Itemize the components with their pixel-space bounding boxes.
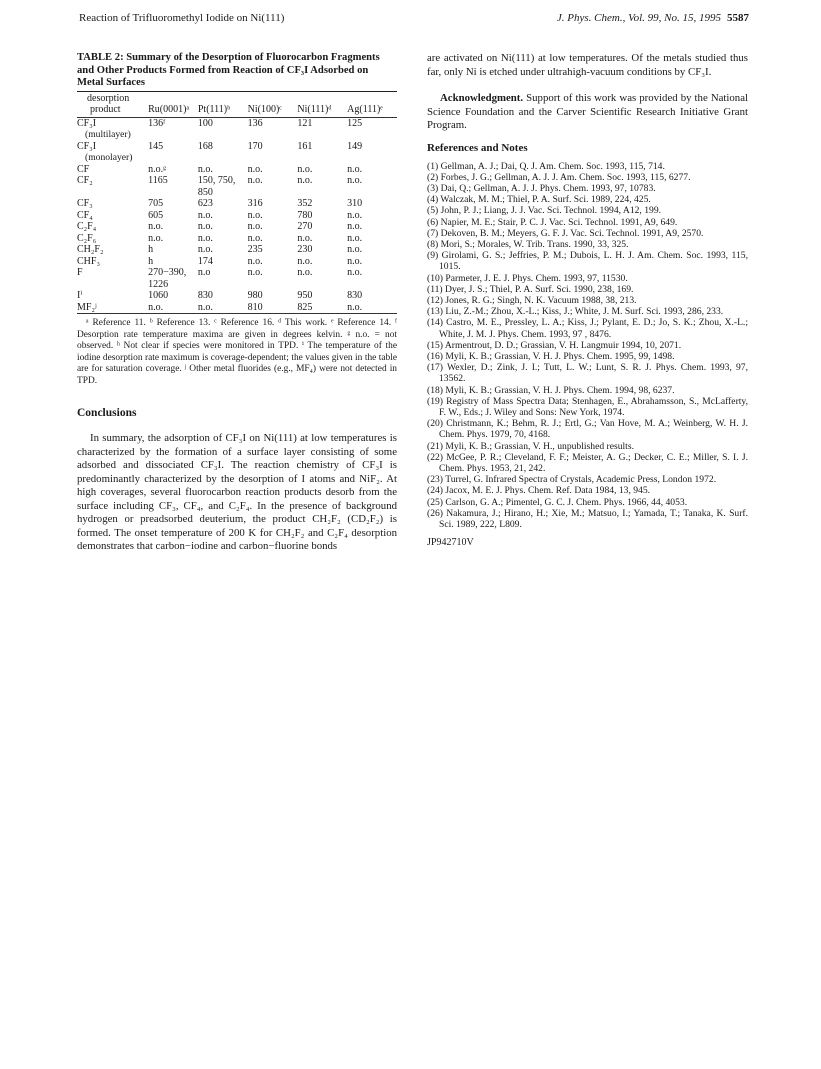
page-number: 5587 — [727, 12, 749, 24]
value-cell: n.o. — [197, 232, 213, 244]
table-row — [77, 164, 397, 176]
reference-item: (20) Christmann, K.; Behm, R. J.; Ertl, G.; Van Hove, M. A.; Weinberg, W. H. J. Chem. Phys. 1979, 70, 4168. — [427, 418, 748, 441]
table-title: TABLE 2: Summary of the Desorption of Fluorocarbon Fragments and Other Products Formed from Reaction of CF₃I Adsorbed on Metal Surfaces — [77, 52, 380, 88]
product-name: CF₃ — [77, 198, 93, 209]
value-cell: n.o. — [148, 221, 164, 232]
table-row — [77, 141, 397, 164]
table-row — [77, 198, 397, 210]
product-cell — [77, 244, 148, 256]
value-cell: n.o. — [247, 232, 263, 244]
col-header-product-bottom: product — [90, 104, 121, 115]
conclusions-continuation: are activated on Ni(111) at low temperatures. Of the metals studied thus far, only Ni is etched under ultrahigh-vacuum conditions by CF₃I. — [427, 52, 748, 78]
product-cell — [77, 256, 148, 268]
value-cell: n.o. — [247, 267, 263, 278]
product-name: C₂F₆ — [77, 232, 97, 244]
reference-item: (16) Myli, K. B.; Grassian, V. H. J. Phys. Chem. 1995, 99, 1498. — [427, 350, 675, 362]
product-cell — [77, 118, 148, 141]
value-cell: 310 — [347, 198, 363, 209]
value-cell: 149 — [347, 140, 363, 152]
value-cell: n.o. — [347, 255, 363, 267]
value-cell: 810 — [247, 301, 263, 313]
value-cell: 235 — [247, 244, 263, 255]
value-cell: 136ᶠ — [148, 117, 166, 129]
table-row — [77, 290, 397, 302]
product-note: (monolayer) — [85, 152, 133, 163]
running-header-title: Reaction of Trifluoromethyl Iodide on Ni(111) — [79, 12, 285, 24]
reference-item: (5) John, P. J.; Liang, J. J. Vac. Sci. Technol. 1994, A12, 199. — [427, 205, 662, 217]
value-cell: 145 — [148, 140, 164, 152]
reference-item: (1) Gellman, A. J.; Dai, Q. J. Am. Chem. Soc. 1993, 115, 714. — [427, 160, 665, 172]
value-cell: n.o.ᵍ — [148, 163, 167, 175]
value-cell: 950 — [297, 290, 313, 301]
table-header-row — [77, 92, 397, 117]
value-cell: n.o. — [247, 255, 263, 267]
value-cell: 780 — [297, 209, 313, 221]
value-cell: 174 — [197, 255, 213, 267]
value-cell: n.o. — [148, 301, 164, 313]
value-cell: n.o. — [347, 232, 363, 244]
reference-item: (15) Armentrout, D. D.; Grassian, V. H. Langmuir 1994, 10, 2071. — [427, 339, 682, 351]
product-name: CH₂F₂ — [77, 244, 104, 255]
reference-item: (3) Dai, Q.; Gellman, A. J. J. Phys. Chem. 1993, 97, 10783. — [427, 182, 656, 194]
reference-item: (9) Girolami, G. S.; Jeffries, P. M.; Dubois, L. H. J. Am. Chem. Soc. 1993, 115, 1015. — [427, 250, 748, 273]
value-cell: n.o. — [347, 301, 363, 313]
product-cell — [77, 210, 148, 222]
value-cell: 168 — [197, 140, 213, 152]
reference-item: (11) Dyer, J. S.; Thiel, P. A. Surf. Sci. 1990, 238, 169. — [427, 283, 634, 295]
table-row — [77, 221, 397, 233]
col-header-ni111: Ni(111)ᵈ — [297, 104, 332, 115]
value-cell: 125 — [347, 117, 363, 129]
value-cell: 136 — [247, 117, 263, 129]
acknowledgment-heading: Acknowledgment. — [440, 92, 524, 104]
reference-item: (14) Castro, M. E., Pressley, L. A.; Kiss, J.; Pylant, E. D.; Jo, S. K.; Zhou, X.-L.; White, J. M. J. Phys. Chem. 1993, 97 , 8476. — [427, 317, 748, 340]
acknowledgment-text: Support of this work was provided by the National Science Foundation and the Carver Scientific Research Initiative Grant Program. — [427, 92, 748, 131]
reference-item: (8) Mori, S.; Morales, W. Trib. Trans. 1990, 33, 325. — [427, 238, 629, 250]
value-cell: 605 — [148, 209, 164, 221]
reference-item: (6) Napier, M. E.; Stair, P. C. J. Vac. Sci. Technol. 1991, A9, 649. — [427, 216, 678, 228]
product-cell — [77, 302, 148, 314]
col-header-product — [77, 92, 148, 117]
value-cell: 1060 — [148, 290, 169, 301]
value-cell: n.o. — [297, 255, 313, 267]
value-cell: n.o. — [347, 244, 363, 255]
value-cell: h — [148, 255, 154, 267]
reference-item: (25) Carlson, G. A.; Pimentel, G. C. J. Chem. Phys. 1966, 44, 4053. — [427, 496, 688, 508]
acknowledgment — [427, 92, 748, 133]
value-cell: n.o. — [197, 163, 213, 175]
reference-item: (22) McGee, P. R.; Cleveland, F. F.; Meister, A. G.; Decker, C. E.; Miller, S. I. J. Chem. Phys. 1953, 21, 242. — [427, 451, 748, 474]
product-name: CF₄ — [77, 209, 93, 221]
table-row — [77, 175, 397, 198]
product-cell — [77, 290, 148, 302]
reference-item: (21) Myli, K. B.; Grassian, V. H., unpublished results. — [427, 440, 634, 452]
journal-citation: J. Phys. Chem., Vol. 99, No. 15, 1995 — [556, 12, 721, 24]
conclusions-heading: Conclusions — [77, 407, 137, 419]
value-cell: n.o — [197, 267, 211, 278]
value-cell: n.o. — [347, 209, 363, 221]
product-name: MF₂ʲ — [77, 301, 97, 313]
manuscript-code: JP942710V — [427, 537, 474, 549]
value-cell: n.o. — [347, 175, 363, 186]
value-cell: 150, 750, 850 — [197, 175, 236, 198]
product-note: (multilayer) — [85, 129, 131, 140]
value-cell: n.o. — [297, 267, 313, 278]
product-cell — [77, 175, 148, 198]
value-cell: 1165 — [148, 175, 168, 186]
value-cell: n.o. — [197, 301, 213, 313]
reference-item: (23) Turrel, G. Infrared Spectra of Crystals, Academic Press, London 1972. — [427, 474, 717, 486]
value-cell: 830 — [197, 290, 213, 301]
table-row — [77, 233, 397, 245]
left-column — [77, 52, 397, 554]
value-cell: 705 — [148, 198, 164, 209]
value-cell: 230 — [297, 244, 313, 255]
reference-item: (24) Jacox, M. E. J. Phys. Chem. Ref. Data 1984, 13, 945. — [427, 485, 651, 497]
table-bottom-rule — [77, 313, 397, 314]
value-cell: n.o. — [197, 244, 213, 255]
references-heading: References and Notes — [427, 141, 528, 154]
value-cell: h — [148, 244, 154, 255]
reference-item: (17) Wexler, D.; Zink, J. I.; Tutt, L. W.; Lunt, S. R. J. Phys. Chem. 1993, 97, 13562. — [427, 362, 748, 385]
col-header-product-top: desorption — [87, 92, 130, 104]
product-cell — [77, 164, 148, 176]
product-name: CF₂ — [77, 175, 93, 186]
product-cell — [77, 267, 148, 290]
value-cell: 352 — [297, 198, 313, 209]
value-cell: 161 — [297, 140, 313, 152]
references-list — [427, 161, 748, 531]
running-header-journal — [557, 12, 749, 24]
conclusions-paragraph: In summary, the adsorption of CF₃I on Ni(111) at low temperatures is characterized by the formation of a surface layer consisting of some adsorbed and dissociated CF₃I. The reaction chemistry of CF₃I is predominantly characterized by the desorption of I atoms and NiF₂. At high coverages, several fluorocarbon reaction products desorb from the surface including CF₃, CF₄, and C₂F₄. In the presence of background hydrogen or preadsorbed deuterium, the product CH₂F₂ (CD₂F₂) is formed. The onset temperature of 200 K for CH₂F₂ and C₂F₄ desorption demonstrates that carbon−iodine and carbon−fluorine bonds — [77, 432, 397, 552]
product-name: CF₃I — [77, 117, 97, 129]
product-name: CF — [77, 163, 90, 175]
value-cell: n.o. — [247, 163, 263, 175]
product-cell — [77, 233, 148, 245]
value-cell: n.o. — [247, 209, 263, 221]
value-cell: n.o. — [197, 221, 213, 232]
product-name: C₂F₄ — [77, 221, 97, 232]
reference-item: (4) Walczak, M. M.; Thiel, P. A. Surf. Sci. 1989, 224, 425. — [427, 194, 651, 206]
reference-item: (18) Myli, K. B.; Grassian, V. H. J. Phys. Chem. 1994, 98, 6237. — [427, 384, 675, 396]
col-header-ni100: Ni(100)ᶜ — [247, 104, 282, 115]
value-cell: n.o. — [247, 221, 263, 232]
value-cell: n.o. — [297, 175, 313, 186]
value-cell: n.o. — [247, 175, 263, 186]
value-cell: 623 — [197, 198, 213, 209]
col-header-ag: Ag(111)ᵉ — [347, 104, 383, 115]
reference-item: (26) Nakamura, J.; Hirano, H.; Xie, M.; Matsuo, I.; Yamada, T.; Tanaka, K. Surf. Sci. 1989, 222, L809. — [427, 507, 748, 530]
product-name: CHF₃ — [77, 255, 100, 267]
value-cell: 121 — [297, 117, 313, 129]
table-row — [77, 244, 397, 256]
table-footnotes: ᵃ Reference 11. ᵇ Reference 13. ᶜ Reference 16. ᵈ This work. ᵉ Reference 14. ᶠ Desorption rate temperature maxima are given in degrees kelvin. ᵍ n.o. = not observed. ʰ Not clear if species were monitored in TPD. ⁱ The temperature of the iodine desorption rate maximum is coverage-dependent; the values given in the table are for saturation coverage. ʲ Other metal fluorides (e.g., MF₄) were not detected in TPD. — [77, 318, 397, 386]
value-cell: 316 — [247, 198, 263, 209]
value-cell: 270 — [297, 221, 313, 232]
value-cell: n.o. — [148, 232, 164, 244]
table-row — [77, 256, 397, 268]
product-name: CF₃I — [77, 140, 97, 152]
product-cell — [77, 221, 148, 233]
value-cell: n.o. — [347, 267, 363, 278]
reference-item: (10) Parmeter, J. E. J. Phys. Chem. 1993, 97, 11530. — [427, 272, 628, 284]
product-cell — [77, 198, 148, 210]
value-cell: 825 — [297, 301, 313, 313]
value-cell: 100 — [197, 117, 213, 129]
table-row — [77, 267, 397, 290]
right-column — [427, 52, 748, 549]
value-cell: n.o. — [347, 221, 363, 232]
product-name: F — [77, 267, 83, 278]
value-cell: 270−390, 1226 — [148, 267, 187, 290]
reference-item: (19) Registry of Mass Spectra Data; Stenhagen, E., Abrahamsson, S., McLafferty, F. W., Eds.; J. Wiley and Sons: New York, 1974. — [427, 395, 748, 418]
col-header-pt: Pt(111)ᵇ — [197, 104, 231, 115]
reference-item: (13) Liu, Z.-M.; Zhou, X.-L.; Kiss, J.; White, J. M. Surf. Sci. 1993, 286, 233. — [427, 306, 724, 318]
desorption-table — [77, 92, 397, 314]
product-name: Iⁱ — [77, 290, 83, 301]
table-row — [77, 302, 397, 314]
table-row — [77, 118, 397, 141]
value-cell: n.o. — [347, 163, 363, 175]
col-header-ru: Ru(0001)ᵃ — [148, 104, 190, 115]
value-cell: 170 — [247, 140, 263, 152]
table-row — [77, 210, 397, 222]
value-cell: 830 — [347, 290, 363, 301]
reference-item: (7) Dekoven, B. M.; Meyers, G. F. J. Vac. Sci. Technol. 1991, A9, 2570. — [427, 227, 704, 239]
reference-item: (2) Forbes, J. G.; Gellman, A. J. J. Am. Chem. Soc. 1993, 115, 6277. — [427, 171, 691, 183]
value-cell: n.o. — [297, 232, 313, 244]
reference-item: (12) Jones, R. G.; Singh, N. K. Vacuum 1988, 38, 213. — [427, 294, 637, 306]
value-cell: 980 — [247, 290, 263, 301]
table-body — [77, 118, 397, 314]
product-cell — [77, 141, 148, 164]
value-cell: n.o. — [197, 209, 213, 221]
value-cell: n.o. — [297, 163, 313, 175]
